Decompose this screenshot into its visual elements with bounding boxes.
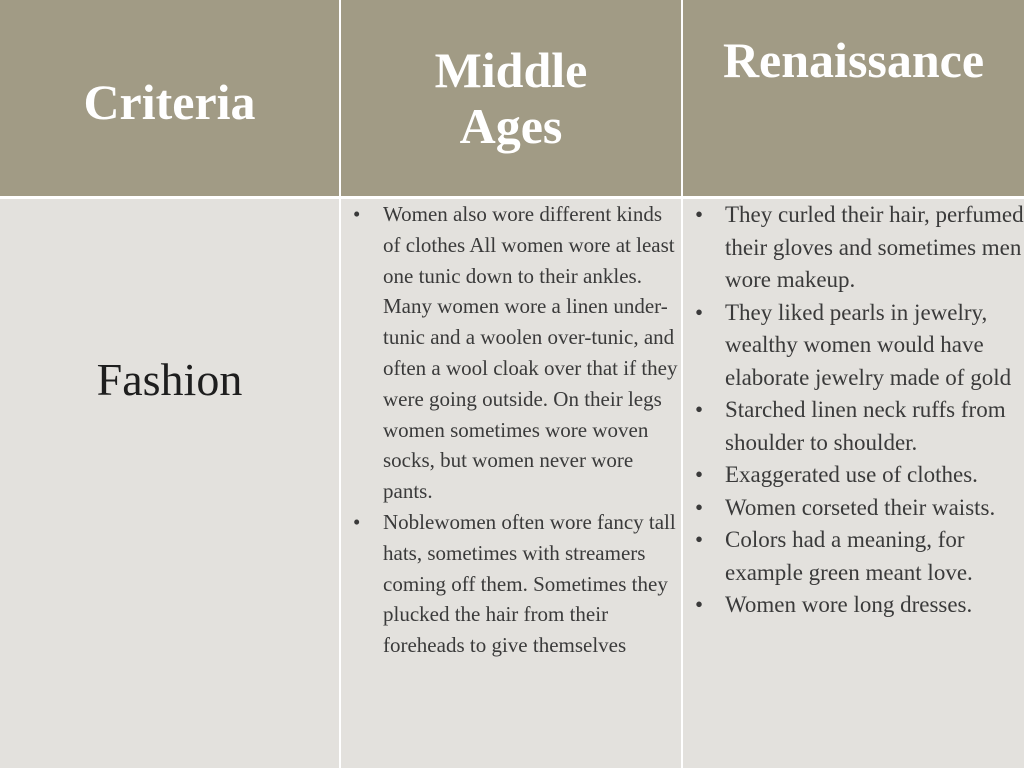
header-middle-ages-cell bbox=[340, 0, 682, 198]
bullet-icon: • bbox=[695, 299, 704, 325]
list-item bbox=[341, 199, 681, 507]
header-row bbox=[0, 0, 1024, 198]
table-row bbox=[0, 198, 1024, 768]
list-item bbox=[683, 524, 1024, 589]
header-renaissance: Renaissance bbox=[722, 32, 985, 88]
bullet-icon: • bbox=[353, 202, 361, 226]
list-item-text: Women also wore different kinds of clothes All women wore at least one tunic down to their ankles. Many women wore a linen under-tunic and a woolen over-tunic, and often a wool cloak over that if they were going outside. On their legs women sometimes wore woven socks, but women never wore pants. bbox=[383, 202, 678, 504]
list-item-text: Colors had a meaning, for example green meant love. bbox=[725, 527, 973, 585]
renaissance-cell bbox=[682, 198, 1024, 768]
list-item-text: Starched linen neck ruffs from shoulder to shoulder. bbox=[725, 397, 1006, 455]
middle-ages-list bbox=[341, 199, 681, 661]
list-item-text: Women wore long dresses. bbox=[725, 592, 973, 617]
bullet-icon: • bbox=[695, 202, 704, 227]
list-item bbox=[683, 492, 1024, 525]
list-item-text: They curled their hair, perfumed their gloves and sometimes men wore makeup. bbox=[725, 202, 1024, 292]
criteria-cell bbox=[0, 198, 340, 768]
list-item-text: They liked pearls in jewelry, wealthy women would have elaborate jewelry made of gold bbox=[725, 299, 1012, 390]
renaissance-list bbox=[683, 199, 1024, 622]
bullet-icon: • bbox=[695, 494, 704, 520]
header-criteria: Criteria bbox=[83, 74, 256, 130]
list-item-text: Women corseted their waists. bbox=[725, 494, 996, 520]
bullet-icon: • bbox=[695, 397, 704, 422]
list-item bbox=[683, 459, 1024, 492]
middle-ages-cell bbox=[340, 198, 682, 768]
list-item bbox=[341, 507, 681, 661]
bullet-icon: • bbox=[353, 509, 361, 534]
list-item-text: Noblewomen often wore fancy tall hats, sometimes with streamers coming off them. Sometimes they plucked the hair from their foreheads to give themselves bbox=[383, 509, 676, 658]
bullet-icon: • bbox=[695, 527, 704, 552]
bullet-icon: • bbox=[695, 592, 704, 617]
list-item bbox=[683, 297, 1024, 395]
list-item bbox=[683, 589, 1024, 622]
bullet-icon: • bbox=[695, 462, 704, 487]
header-criteria-cell bbox=[0, 0, 340, 198]
header-middle-ages: Middle Ages bbox=[434, 42, 588, 154]
list-item bbox=[683, 394, 1024, 459]
criteria-label: Fashion bbox=[96, 353, 243, 405]
list-item bbox=[683, 199, 1024, 297]
header-renaissance-cell bbox=[682, 0, 1024, 198]
list-item-text: Exaggerated use of clothes. bbox=[725, 462, 978, 487]
